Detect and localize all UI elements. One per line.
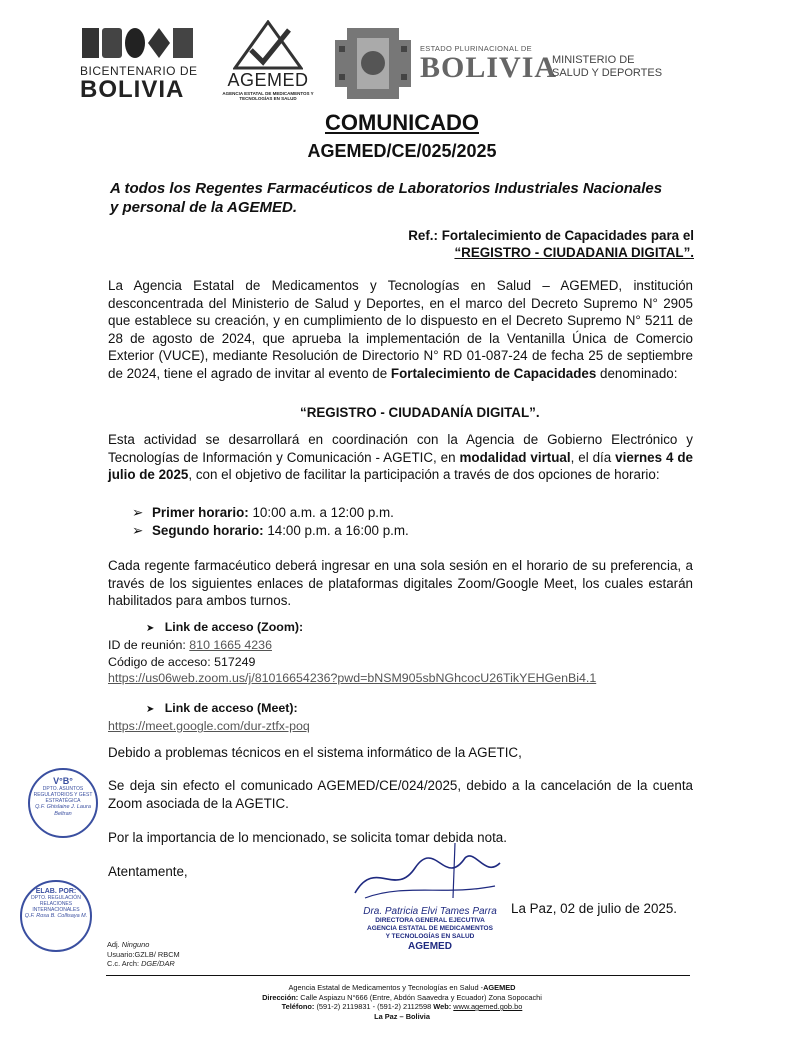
schedule-time: 14:00 p.m. a 16:00 p.m. <box>263 523 409 538</box>
zoom-heading-text: Link de acceso (Zoom): <box>164 620 304 634</box>
zoom-access <box>108 619 708 687</box>
paragraph-technical-issues: Debido a problemas técnicos en el sistema informático de la AGETIC, <box>108 745 522 760</box>
footnote-usuario: Usuario:GZLB/ RBCM <box>107 949 180 959</box>
vobo-stamp-person: Q.F. Ghislaine J. Laura Beltran <box>35 804 91 817</box>
zoom-id-line <box>108 637 708 653</box>
meet-heading <box>146 700 708 718</box>
document-code: AGEMED/CE/025/2025 <box>307 141 497 161</box>
vobo-stamp-title: V°B° <box>53 776 73 786</box>
cc-label: C.c. Arch: <box>107 959 142 968</box>
footer-line1 <box>0 983 804 993</box>
event-name: “REGISTRO - CIUDADANÍA DIGITAL”. <box>300 405 540 420</box>
zoom-id-link[interactable]: 810 1665 4236 <box>189 638 272 653</box>
cc-value: DGE/DAR <box>141 959 175 968</box>
zoom-url-link[interactable]: https://us06web.zoom.us/j/81016654236?pwd=bNSM905sbNGhcocU26TikYEHGenBi4.1 <box>108 671 597 686</box>
schedule-list <box>132 504 409 540</box>
estado-small-text: ESTADO PLURINACIONAL DE <box>420 44 532 53</box>
paragraph-intro-bold: Fortalecimiento de Capacidades <box>390 365 597 381</box>
paragraph-intro-end: denominado: <box>596 365 678 381</box>
schedule-item <box>132 522 409 540</box>
bicentenario-line2: BOLIVIA <box>80 76 185 103</box>
paragraph-instructions: Cada regente farmacéutico deberá ingresar en una sola sesión en el horario de su preferencia, a través de los siguientes enlaces de plataformas digitales Zoom/Google Meet, los cuales estarán habilitados para ambos turnos. <box>108 558 693 609</box>
recipients-line1: A todos los Regentes Farmacéuticos de Laboratorios Industriales Nacionales <box>110 180 663 197</box>
signer-org: AGEMED <box>408 941 452 952</box>
closing: Atentamente, <box>108 864 188 879</box>
footer <box>0 983 804 1021</box>
paragraph-activity <box>108 431 693 484</box>
footer-line2 <box>0 993 804 1003</box>
zoom-heading <box>146 619 708 637</box>
vobo-stamp-dept: DPTO. ASUNTOS REGULATORIOS Y GEST ESTRATÉGICA <box>33 786 93 804</box>
document-title: COMUNICADO <box>325 110 479 135</box>
activity-modality: modalidad virtual <box>459 449 571 465</box>
agemed-subtitle: AGENCIA ESTATAL DE MEDICAMENTOS Y TECNOLOGÍAS EN SALUD <box>222 91 314 101</box>
arrow-bullet-icon: ➢ <box>132 505 144 520</box>
bicentenario-logo <box>80 28 200 103</box>
signer-role1: DIRECTORA GENERAL EJECUTIVA <box>375 917 485 924</box>
reference <box>300 227 694 261</box>
activity-text-c: , con el objetivo de facilitar la participación a través de dos opciones de horario: <box>188 467 660 483</box>
signature-scribble-icon <box>345 838 505 908</box>
schedule-label: Primer horario: <box>152 505 249 520</box>
bolivia-shield-icon <box>333 26 413 101</box>
estado-plurinacional-logo <box>420 44 558 84</box>
recipients <box>110 179 710 217</box>
arrow-bullet-icon: ➢ <box>132 523 144 538</box>
schedule-label: Segundo horario: <box>152 523 264 538</box>
schedule-item <box>132 504 409 522</box>
elab-stamp <box>20 880 92 952</box>
adj-value: Ninguno <box>121 940 150 949</box>
agemed-logo <box>222 20 314 104</box>
signer-name: Dra. Patricia Elvi Tames Parra <box>363 906 497 917</box>
agemed-check-icon <box>233 20 303 70</box>
footnotes <box>107 940 180 969</box>
paragraph-intro-text: La Agencia Estatal de Medicamentos y Tecnologías en Salud – AGEMED, institución desconcentrada del Ministerio de Salud y Deportes, en el marco del Decreto Supremo N° 2905 que establece su creación, y en cumplimiento de lo dispuesto en el Decreto Supremo N° 5211 de 28 de agosto de 2024, que aprueba la implementación de la Ventanilla Única de Comercio Exterior (VUCE), mediante Resolución de Directorio N° RD 01-087-24 de fecha 25 de septiembre de 2024, tiene el agrado de invitar al evento de <box>108 278 693 381</box>
activity-text-b: , el día <box>570 449 616 465</box>
agemed-name: AGEMED <box>227 70 309 90</box>
activity-text-a: Esta actividad se desarrollará en coordinación con la Agencia de Gobierno Electrónico y Tecnologías de Información y Comunicación - AGETIC, en <box>108 432 693 465</box>
zoom-id-label: ID de reunión: <box>108 638 190 653</box>
paragraph-cancellation: Se deja sin efecto el comunicado AGEMED/CE/024/2025, debido a la cancelación de la cuenta Zoom asociada de la AGETIC. <box>108 778 693 811</box>
paragraph-importance: Por la importancia de lo mencionado, se solicita tomar debida nota. <box>108 830 507 845</box>
footnote-adj <box>107 940 180 950</box>
footnote-cc <box>107 959 180 969</box>
elab-stamp-person: Q.F. Rosa B. Collisaya M. <box>24 913 88 919</box>
zoom-code: Código de acceso: 517249 <box>108 654 256 669</box>
arrow-bullet-icon: ➤ <box>146 623 155 634</box>
signer-role2: AGENCIA ESTATAL DE MEDICAMENTOS <box>367 925 493 932</box>
elab-stamp-dept: DPTO. REGULACIÓN RELACIONES INTERNACIONALES <box>31 895 81 913</box>
ministerio-line2: SALUD Y DEPORTES <box>552 67 663 79</box>
ministerio-line1: MINISTERIO DE <box>552 54 635 66</box>
estado-big-text: BOLIVIA <box>420 51 558 84</box>
footer-address-label: Dirección: <box>262 992 299 1002</box>
signature-block <box>350 906 510 952</box>
elab-stamp-title: ELAB. POR: <box>35 888 77 895</box>
footer-line3 <box>0 1002 804 1012</box>
schedule-time: 10:00 a.m. a 12:00 p.m. <box>248 505 394 520</box>
paragraph-intro <box>108 277 693 383</box>
footer-address: Calle Aspiazu N°666 (Entre, Abdón Saavedra y Ecuador) Zona Sopocachi <box>298 992 542 1002</box>
vobo-stamp <box>28 768 98 838</box>
bicentenario-line1: BICENTENARIO DE <box>80 64 198 78</box>
bolivia-shield-logo <box>333 26 413 101</box>
adj-label: Adj. <box>107 940 122 949</box>
footer-web-link[interactable]: www.agemed.gob.bo <box>453 1002 523 1011</box>
meet-heading-text: Link de acceso (Meet): <box>164 701 298 715</box>
footer-web-label: Web: <box>433 1002 452 1011</box>
recipients-line2: y personal de la AGEMED. <box>110 199 297 216</box>
footer-agency-abbr: AGEMED <box>483 983 516 992</box>
reference-line2: “REGISTRO - CIUDADANIA DIGITAL”. <box>454 245 694 260</box>
ministerio-logo <box>552 54 682 80</box>
bicentenario-symbols-icon <box>82 28 200 58</box>
reference-line1: Ref.: Fortalecimiento de Capacidades para el <box>408 228 694 243</box>
signer-role3: Y TECNOLOGÍAS EN SALUD <box>385 933 475 940</box>
footer-phone-label: Teléfono: <box>281 1002 315 1011</box>
arrow-bullet-icon: ➤ <box>146 704 155 715</box>
activity-date: viernes 4 de julio de 2025 <box>108 449 693 483</box>
meet-access <box>108 700 708 735</box>
footer-line4: La Paz – Bolivia <box>374 1011 430 1021</box>
footer-agency: Agencia Estatal de Medicamentos y Tecnologías en Salud - <box>288 983 484 992</box>
footer-phone: (591-2) 2119831 - (591-2) 2112598 <box>314 1002 434 1011</box>
footer-divider <box>106 975 690 976</box>
meet-url-link[interactable]: https://meet.google.com/dur-ztfx-poq <box>108 719 310 734</box>
place-date: La Paz, 02 de julio de 2025. <box>511 901 678 916</box>
